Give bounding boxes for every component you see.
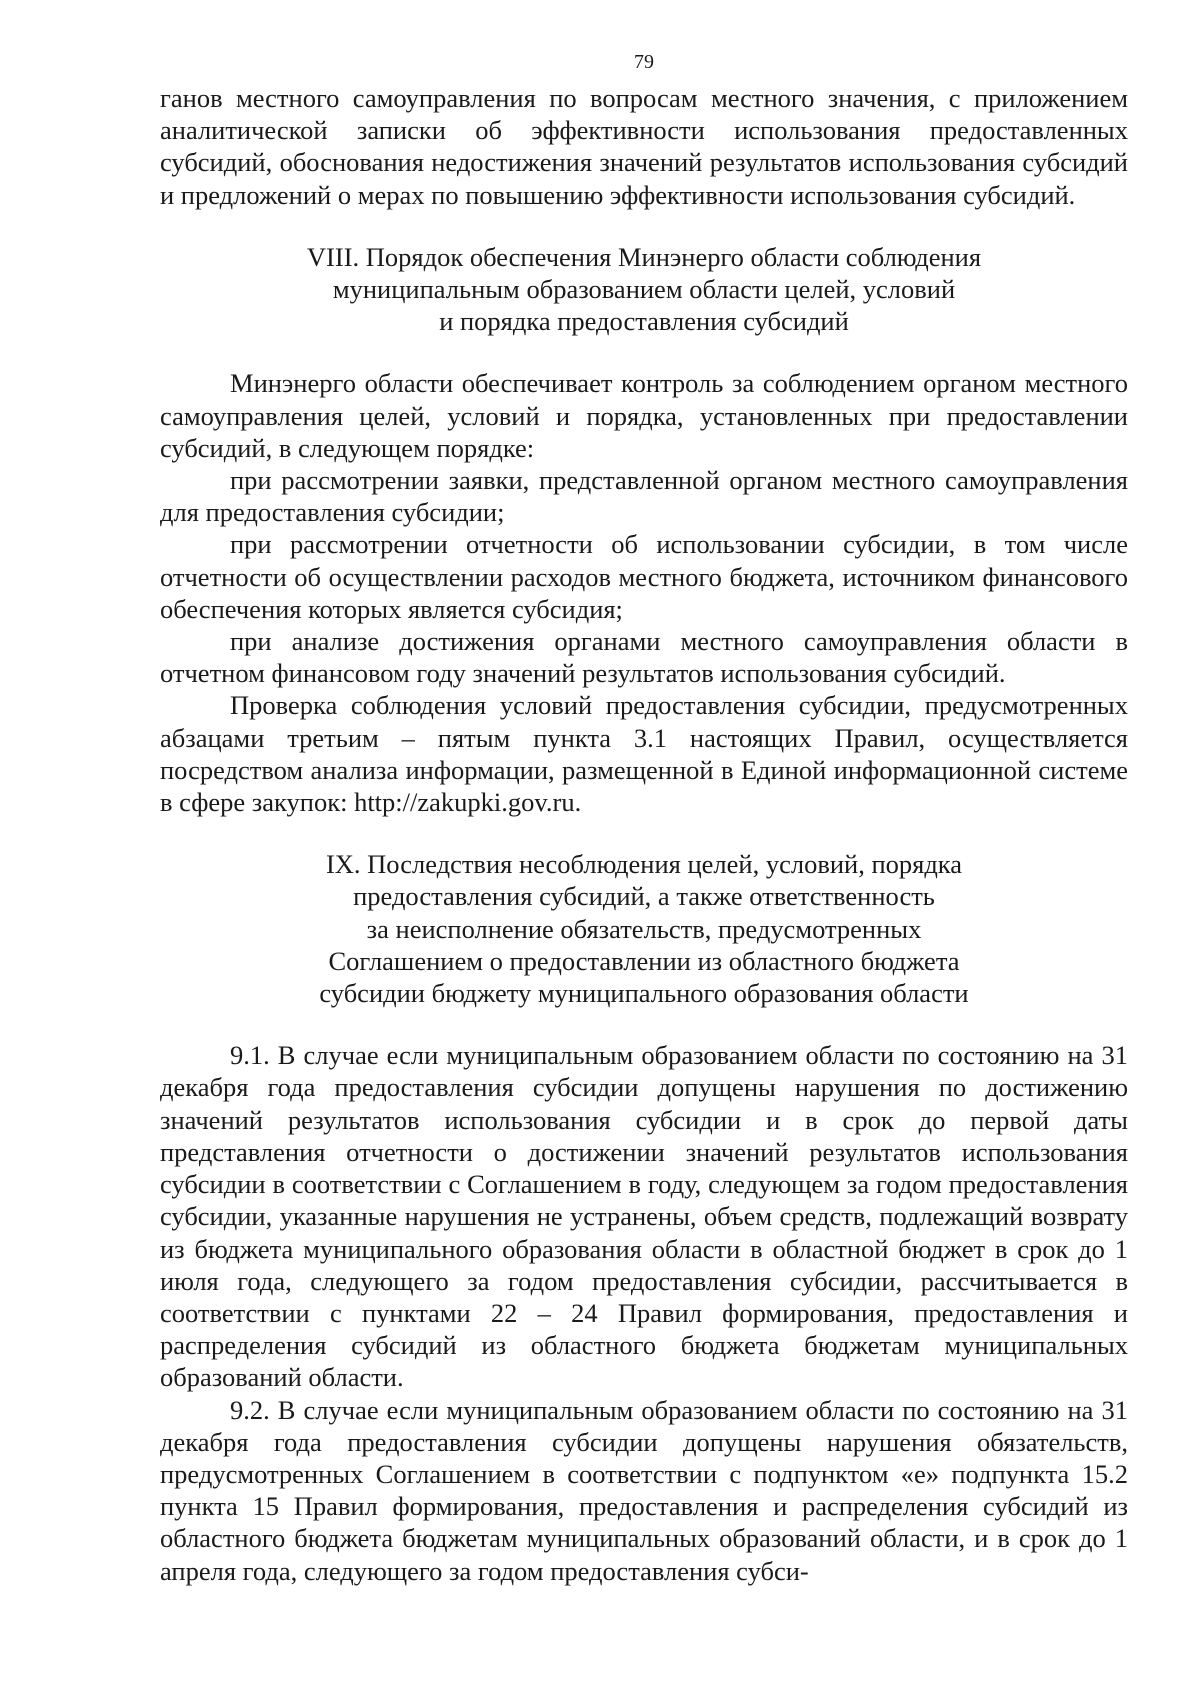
section-9-heading-line: предоставления субсидий, а также ответственность [353,881,935,912]
section-9-heading-line: Соглашением о предоставлении из областного бюджета [328,945,960,976]
section-8-paragraph: при анализе достижения органами местного самоуправления области в отчетном финансовом году значений результатов использования субсидий. [160,626,1128,689]
section-8-heading-line: муниципальным образованием области целей, условий [332,274,956,305]
section-9-heading-line: IX. Последствия несоблюдения целей, условий, порядка [325,849,963,880]
section-9-heading [160,848,1128,1009]
section-9-heading-line: субсидии бюджету муниципального образования области [319,978,969,1009]
section-8-paragraph: при рассмотрении отчетности об использовании субсидии, в том числе отчетности об осуществлении расходов местного бюджета, источником финансового обеспечения которых является субсидия; [160,529,1128,624]
section-8-paragraph: Минэнерго области обеспечивает контроль за соблюдением органом местного самоуправления целей, условий и порядка, установленных при предоставлении субсидий, в следующем порядке: [160,368,1128,463]
section-8-heading-line: и порядка предоставления субсидий [439,306,849,337]
section-9-paragraph: 9.2. В случае если муниципальным образованием области по состоянию на 31 декабря года предоставления субсидии допущены нарушения обязательств, предусмотренных Соглашением в соответствии с подпунктом «е» подпункта 15.2 пункта 15 Правил формирования, предоставления и распределения субсидий из областного бюджета бюджетам муниципальных образований области, и в срок до 1 апреля года, следующего за годом предоставления субси- [160,1394,1128,1586]
section-8-paragraph: при рассмотрении заявки, представленной органом местного самоуправления для предоставления субсидии; [160,465,1128,528]
section-8-heading-line: VIII. Порядок обеспечения Минэнерго области соблюдения [306,241,982,272]
section-8-paragraph: Проверка соблюдения условий предоставления субсидии, предусмотренных абзацами третьим – пятым пункта 3.1 настоящих Правил, осуществляется посредством анализа информации, размещенной в Единой информационной системе в сфере закупок: http://zakupki.gov.ru. [160,690,1128,818]
section-9-heading-line: за неисполнение обязательств, предусмотренных [366,913,922,944]
intro-paragraph: ганов местного самоуправления по вопросам местного значения, с приложением аналитической записки об эффективности использования предоставленных субсидий, обоснования недостижения значений результатов использования субсидий и предложений о мерах по повышению эффективности использования субсидий. [160,83,1128,210]
section-9-paragraph: 9.1. В случае если муниципальным образованием области по состоянию на 31 декабря года предоставления субсидии допущены нарушения по достижению значений результатов использования субсидии и в срок до первой даты представления отчетности о достижении значений результатов использования субсидии в соответствии с Соглашением в году, следующем за годом предоставления субсидии, указанные нарушения не устранены, объем средств, подлежащий возврату из бюджета муниципального образования области в областной бюджет в срок до 1 июля года, следующего за годом предоставления субсидии, рассчитывается в соответствии с пунктами 22 – 24 Правил формирования, предоставления и распределения субсидий из областного бюджета бюджетам муниципальных образований области. [160,1040,1128,1393]
section-8-heading [160,241,1128,338]
document-page [160,48,1128,1587]
page-number: 79 [634,51,654,73]
